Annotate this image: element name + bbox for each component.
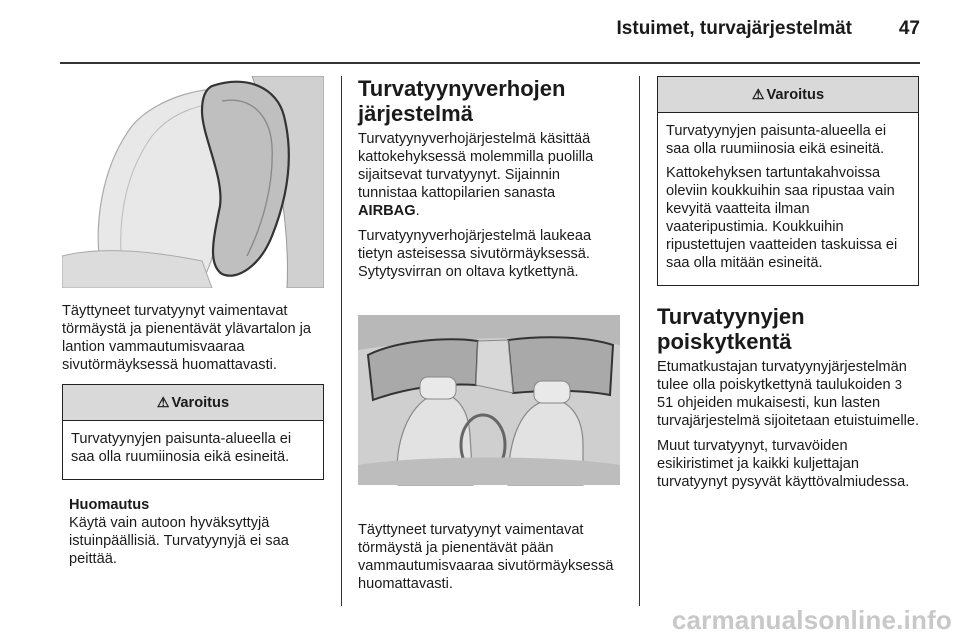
column-1: [62, 76, 324, 575]
para1-suffix: 51 ohjeiden mukaisesti, kun lasten turvajärjestelmä sijoitetaan etuistuimelle.: [657, 395, 919, 429]
warning-body: [63, 421, 323, 479]
header-title: Istuimet, turvajärjestelmät: [616, 18, 852, 39]
column-divider-2: [639, 76, 640, 606]
warning-triangle-icon: ⚠: [156, 394, 170, 410]
curtain-airbag-illustration: [358, 295, 620, 507]
figure-caption-2: [358, 521, 620, 593]
section-heading-curtain-airbag: Turvatyynyverhojen järjestelmä: [358, 76, 566, 126]
note-text: Käytä vain autoon hyväksyttyjä istuinpäällisiä. Turvatyynyjä ei saa peittää.: [69, 515, 289, 567]
warning-text: Turvatyynyjen paisunta-alueella ei saa olla ruumiinosia eikä esineitä.: [71, 431, 292, 465]
section-heading-deactivation: Turvatyynyjen poiskytkentä: [657, 304, 805, 354]
caption-text: Täyttyneet turvatyynyt vaimentavat törmäystä ja pienentävät pään vammautumisvaaraa sivutörmäyksessä huomattavasti.: [358, 522, 614, 592]
page-number: 47: [898, 18, 920, 39]
note-title: Huomautus: [69, 497, 150, 513]
warning-title: Varoitus: [766, 86, 825, 103]
section-body-curtain: [358, 130, 620, 281]
paragraph-1: [358, 130, 620, 220]
page-reference-icon: 3: [894, 377, 902, 392]
para1-text: Turvatyynyverhojärjestelmä käsittää kattokehyksessä molemmilla puolilla sijaitsevat turvatyynyt. Sijainnin tunnistaa kattopilarien sanasta: [358, 131, 594, 201]
warning-header: [63, 385, 323, 421]
warning-title: Varoitus: [171, 394, 230, 411]
paragraph-2: Turvatyynyverhojärjestelmä laukeaa tietyn asteisessa sivutörmäyksessä. Sytytysvirran on oltava kytkettynä.: [358, 228, 592, 280]
warning-box-1: [62, 384, 324, 480]
airbag-label: AIRBAG: [358, 203, 416, 219]
warning-triangle-icon: ⚠: [751, 86, 765, 102]
warning-body: [658, 113, 918, 285]
section-body-deactivation: [657, 358, 919, 491]
paragraph-1: [657, 358, 919, 430]
figure-caption-1: [62, 302, 324, 374]
para1-text: Etumatkustajan turvatyynyjärjestelmän tulee olla poiskytkettynä taulukoiden: [657, 359, 907, 393]
warning-box-2: [657, 76, 919, 286]
warning-text-2: Kattokehyksen tartuntakahvoissa oleviin koukkuihin saa ripustaa vain kevyitä vaatteita ilman vaateripustimia. Koukkuihin ripustettujen vaatteiden taskuissa ei saa olla mitään esineitä.: [666, 165, 898, 271]
column-2: [358, 76, 620, 600]
header-rule: [60, 62, 920, 64]
note-block: [62, 496, 324, 568]
caption-text: Täyttyneet turvatyynyt vaimentavat törmäystä ja pienentävät ylävartalon ja lantion vammautumisvaaraa sivutörmäyksessä huomattavasti.: [62, 303, 312, 373]
para1-suffix: .: [415, 203, 420, 219]
side-airbag-illustration: [62, 76, 324, 288]
column-divider-1: [341, 76, 342, 606]
warning-header: [658, 77, 918, 113]
warning-text-1: Turvatyynyjen paisunta-alueella ei saa olla ruumiinosia eikä esineitä.: [666, 123, 887, 157]
page-header: [60, 14, 920, 46]
paragraph-2: Muut turvatyynyt, turvavöiden esikiristimet ja kaikki kuljettajan turvatyynyt pysyvät käyttövalmiudessa.: [657, 438, 910, 490]
watermark: carmanualsonline.info: [671, 605, 952, 635]
column-3: [657, 76, 919, 498]
